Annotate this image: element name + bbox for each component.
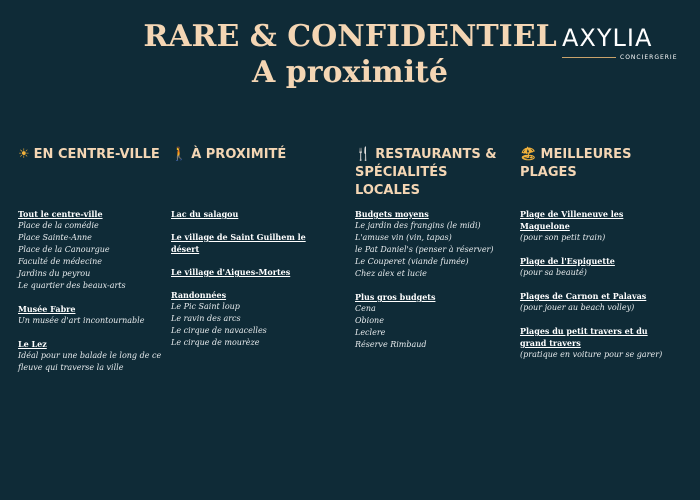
- column-plages: [520, 146, 670, 372]
- list-item: Le Pic Saint loup: [171, 302, 240, 311]
- section: [355, 291, 510, 351]
- section-title: Plages du petit travers et du grand travers: [520, 326, 648, 348]
- section: [171, 289, 316, 349]
- list-item: Le quartier des beaux-arts: [18, 281, 126, 290]
- column-heading-label: À PROXIMITÉ: [191, 147, 287, 162]
- list-item: (pour jouer au beach volley): [520, 303, 635, 312]
- section-title: Plus gros budgets: [355, 292, 436, 302]
- section: [18, 338, 163, 374]
- list-item: fleuve qui traverse la ville: [18, 363, 124, 372]
- walking-person-icon: 🚶: [171, 147, 188, 162]
- section-title: Le village d'Aigues-Mortes: [171, 267, 291, 277]
- section: [520, 255, 670, 279]
- list-item: Cena: [355, 304, 376, 313]
- list-item: Place de la comédie: [18, 221, 99, 230]
- section: [18, 208, 163, 292]
- column-a-proximite: [171, 146, 316, 360]
- section-title: Lac du salagou: [171, 209, 239, 219]
- logo-wordmark: AXYLIA: [562, 24, 653, 52]
- section: [520, 325, 670, 361]
- list-item: Place Sainte-Anne: [18, 233, 92, 242]
- title-line-2: A proximité: [252, 55, 448, 90]
- section-title: Le village de Saint Guilhem le désert: [171, 232, 306, 254]
- list-item: Le Couperet (viande fumée): [355, 257, 469, 266]
- list-item: Chez alex et lucie: [355, 269, 427, 278]
- list-item: Le jardin des frangins (le midi): [355, 221, 481, 230]
- list-item: L'amuse vin (vin, tapas): [355, 233, 452, 242]
- column-heading-label: EN CENTRE-VILLE: [33, 147, 160, 162]
- section-title: Plages de Carnon et Palavas: [520, 291, 647, 301]
- title-line-1: RARE & CONFIDENTIEL: [143, 19, 557, 54]
- section: [355, 208, 510, 280]
- column-heading: [18, 146, 163, 186]
- fork-knife-icon: 🍴: [355, 147, 372, 162]
- list-item: Réserve Rimbaud: [355, 340, 427, 349]
- list-item: Le cirque de mourèze: [171, 338, 260, 347]
- section-title: Tout le centre-ville: [18, 209, 103, 219]
- list-item: Obione: [355, 316, 384, 325]
- list-item: Le ravin des arcs: [171, 314, 241, 323]
- list-item: Place de la Canourgue: [18, 245, 110, 254]
- section-title: Le Lez: [18, 339, 47, 349]
- section: [171, 231, 316, 255]
- section: [18, 303, 163, 327]
- logo-subtitle: CONCIERGERIE: [620, 54, 678, 61]
- column-restaurants: [355, 146, 510, 362]
- list-item: Leclere: [355, 328, 386, 337]
- logo-divider: [562, 57, 616, 58]
- section: [171, 266, 316, 278]
- list-item: (pour son petit train): [520, 233, 606, 242]
- list-item: le Pat Daniel's (penser à réserver): [355, 245, 494, 254]
- section-title: Musée Fabre: [18, 304, 76, 314]
- section-title: Randonnées: [171, 290, 227, 300]
- sun-icon: ☀: [18, 147, 30, 162]
- list-item: (pratique en voiture pour se garer): [520, 350, 663, 359]
- column-heading: [355, 146, 510, 198]
- column-heading-label: RESTAURANTS & SPÉCIALITÉS LOCALES: [355, 147, 497, 198]
- list-item: Jardins du peyrou: [18, 269, 91, 278]
- section-title: Plage de Villeneuve les Maguelone: [520, 209, 624, 231]
- column-centre-ville: [18, 146, 163, 385]
- section: [171, 208, 316, 220]
- section-title: Budgets moyens: [355, 209, 429, 219]
- list-item: Le cirque de navacelles: [171, 326, 267, 335]
- column-heading: [520, 146, 670, 186]
- beach-icon: 🏖: [520, 147, 537, 162]
- list-item: Idéal pour une balade le long de ce: [18, 351, 162, 360]
- column-heading-label: MEILLEURES PLAGES: [520, 147, 632, 180]
- section: [520, 290, 670, 314]
- list-item: (pour sa beauté): [520, 268, 587, 277]
- list-item: Faculté de médecine: [18, 257, 102, 266]
- section-title: Plage de l'Espiguette: [520, 256, 615, 266]
- axylia-logo: [562, 24, 687, 66]
- section: [520, 208, 670, 244]
- column-heading: [171, 146, 316, 186]
- list-item: Un musée d'art incontournable: [18, 316, 145, 325]
